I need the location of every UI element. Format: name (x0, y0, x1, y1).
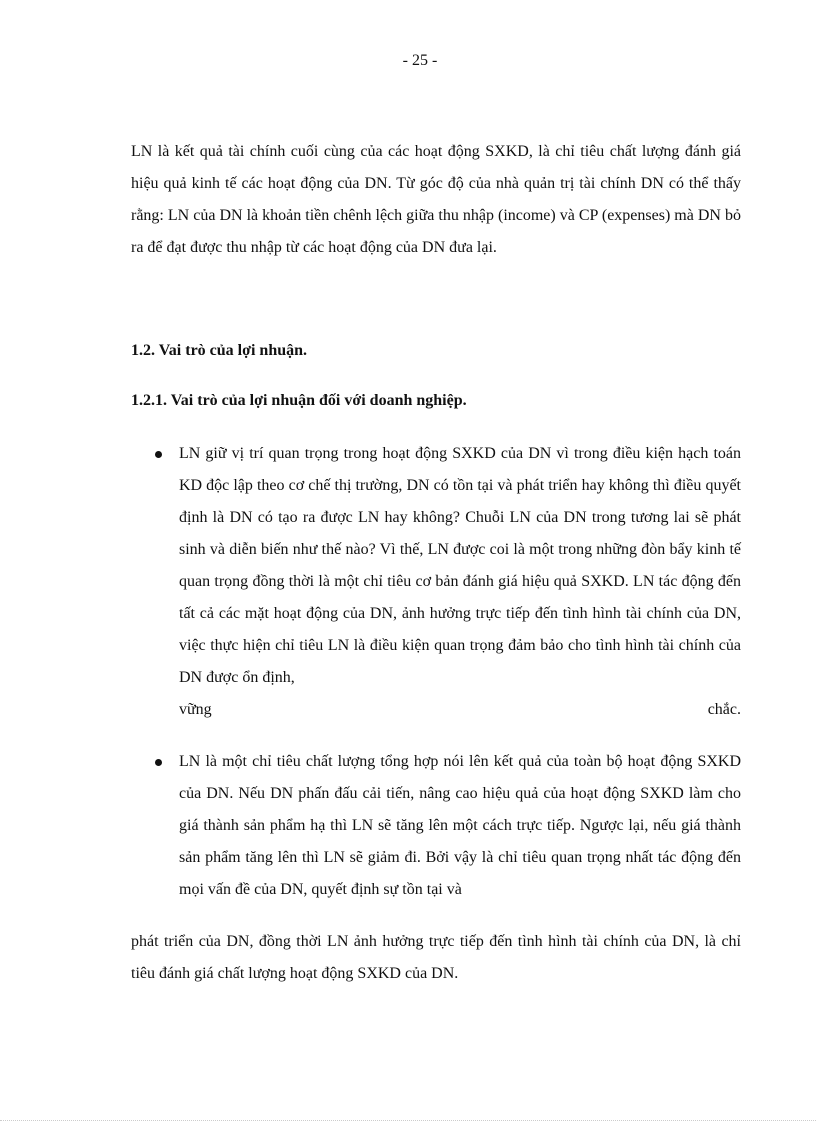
bullet-item-1 (155, 438, 741, 726)
bullet-text: LN là một chỉ tiêu chất lượng tổng hợp nói lên kết quả của toàn bộ hoạt động SXKD của DN. Nếu DN phấn đấu cải tiến, nâng cao hiệu quả của hoạt động SXKD làm cho giá thành sản phẩm hạ thì LN sẽ tăng lên một cách trực tiếp. Ngược lại, nếu giá thành sản phẩm tăng lên thì LN sẽ giảm đi. Bởi vậy là chỉ tiêu quan trọng nhất tác động đến mọi vấn đề của DN, quyết định sự tồn tại và (179, 753, 741, 898)
bullet-last-line (179, 694, 741, 726)
intro-paragraph: LN là kết quả tài chính cuối cùng của các hoạt động SXKD, là chỉ tiêu chất lượng đánh giá hiệu quả kinh tế các hoạt động của DN. Từ góc độ của nhà quản trị tài chính DN có thể thấy rằng: LN của DN là khoản tiền chênh lệch giữa thu nhập (income) và CP (expenses) mà DN bỏ ra để đạt được thu nhập từ các hoạt động của DN đưa lại. (131, 143, 741, 256)
bullet-dot-icon (155, 759, 162, 766)
page-number: - 25 - (402, 52, 438, 69)
bullet-dot-icon (155, 451, 162, 458)
bullet-last-word-left: vững (179, 701, 212, 718)
closing-paragraph: phát triển của DN, đồng thời LN ảnh hưởng trực tiếp đến tình hình tài chính của DN, là chỉ tiêu đánh giá chất lượng hoạt động SXKD của DN. (131, 933, 741, 982)
page-bottom-border (0, 1120, 816, 1121)
section-heading: 1.2. Vai trò của lợi nhuận. (131, 342, 308, 359)
subsection-heading: 1.2.1. Vai trò của lợi nhuận đối với doanh nghiệp. (131, 392, 467, 409)
bullet-last-word-right: chắc. (707, 701, 741, 718)
bullet-text: LN giữ vị trí quan trọng trong hoạt động SXKD của DN vì trong điều kiện hạch toán KD độc lập theo cơ chế thị trường, DN có tồn tại và phát triển hay không thì điều quyết định là DN có tạo ra được LN hay không? Chuỗi LN của DN trong tương lai sẽ phát sinh và diễn biến như thế nào? Vì thế, LN được coi là một trong những đòn bẩy kinh tế quan trọng đồng thời là một chỉ tiêu cơ bản đánh giá hiệu quả SXKD. LN tác động đến tất cả các mặt hoạt động của DN, ảnh hưởng trực tiếp đến tình hình tài chính của DN, việc thực hiện chỉ tiêu LN là điều kiện quan trọng đảm bảo cho tình hình tài chính của DN được ổn định, (179, 445, 741, 686)
bullet-item-2 (155, 746, 741, 906)
